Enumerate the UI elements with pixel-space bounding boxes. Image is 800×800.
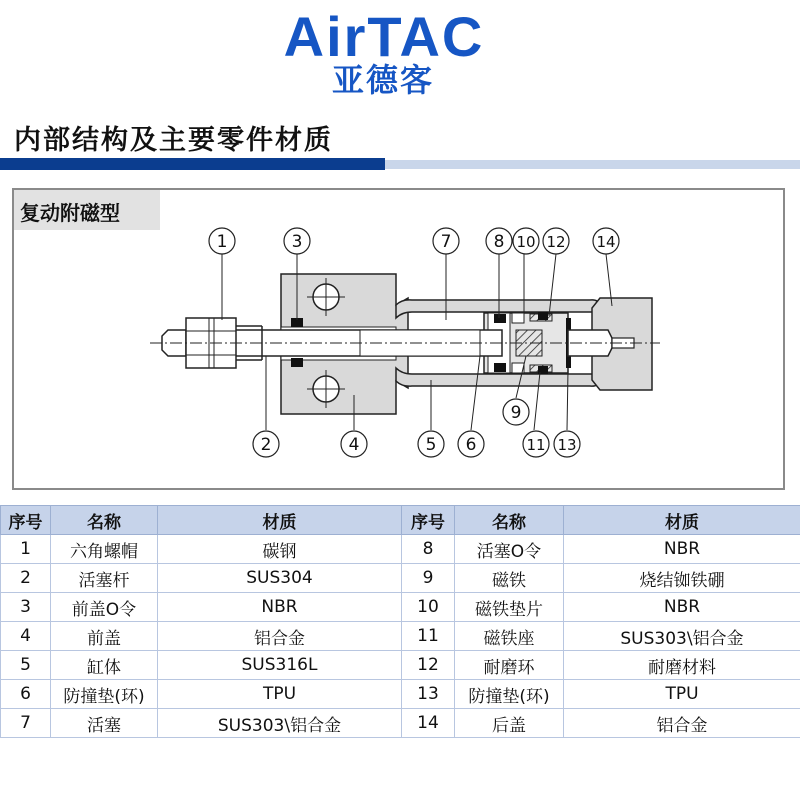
callout-8: 8: [493, 232, 505, 252]
callout-5: 5: [425, 435, 437, 455]
cell-material: SUS316L: [158, 651, 402, 680]
callout-12: 12: [546, 233, 566, 251]
callout-1: 1: [216, 232, 228, 252]
cell-material: NBR: [158, 593, 402, 622]
cell-name: 前盖O令: [51, 593, 158, 622]
header-material-a: 材质: [158, 506, 402, 535]
callout-4: 4: [348, 435, 360, 455]
table-row: [1, 564, 800, 593]
cell-name: 后盖: [455, 709, 564, 738]
header-material-b: 材质: [564, 506, 800, 535]
callout-14: 14: [596, 233, 616, 251]
cell-no: 12: [402, 651, 455, 680]
logo-wordmark: AirTAC: [283, 5, 485, 68]
cell-material: SUS304: [158, 564, 402, 593]
table-header-row: [1, 506, 800, 535]
cell-no: 6: [1, 680, 51, 709]
cell-no: 7: [1, 709, 51, 738]
cell-material: 碳钢: [158, 535, 402, 564]
cell-no: 2: [1, 564, 51, 593]
table-row: [1, 709, 800, 738]
logo-subtitle: 亚德客: [331, 61, 435, 99]
cell-no: 14: [402, 709, 455, 738]
callout-6: 6: [465, 435, 477, 455]
cell-material: NBR: [564, 593, 800, 622]
front-cover-oring-lower: [291, 358, 303, 367]
header-no-b: 序号: [402, 506, 455, 535]
cell-no: 9: [402, 564, 455, 593]
cell-name: 磁铁垫片: [455, 593, 564, 622]
header-no-a: 序号: [1, 506, 51, 535]
table-row: [1, 535, 800, 564]
piston-oring-upper: [494, 314, 506, 323]
cell-name: 防撞垫(环): [51, 680, 158, 709]
cell-no: 13: [402, 680, 455, 709]
cell-no: 5: [1, 651, 51, 680]
cell-name: 活塞杆: [51, 564, 158, 593]
cell-name: 磁铁座: [455, 622, 564, 651]
parts-material-table: [0, 505, 800, 738]
callout-10: 10: [516, 233, 536, 251]
cell-no: 1: [1, 535, 51, 564]
cell-material: SUS303\铝合金: [564, 622, 800, 651]
magnet-holder-upper: [538, 312, 548, 320]
callout-2: 2: [260, 435, 272, 455]
cell-no: 4: [1, 622, 51, 651]
cell-no: 11: [402, 622, 455, 651]
cell-name: 活塞: [51, 709, 158, 738]
cell-name: 六角螺帽: [51, 535, 158, 564]
cell-name: 防撞垫(环): [455, 680, 564, 709]
callout-9: 9: [510, 403, 522, 423]
section-title: 内部结构及主要零件材质: [14, 125, 333, 156]
table-row: [1, 593, 800, 622]
cell-material: TPU: [564, 680, 800, 709]
piston-oring-lower: [494, 363, 506, 372]
header-name-a: 名称: [51, 506, 158, 535]
cell-material: 铝合金: [158, 622, 402, 651]
cell-no: 10: [402, 593, 455, 622]
magnet-spacer-upper: [512, 313, 524, 323]
cell-material: 耐磨材料: [564, 651, 800, 680]
table-row: [1, 680, 800, 709]
callout-13: 13: [557, 436, 577, 454]
cell-name: 磁铁: [455, 564, 564, 593]
cell-material: NBR: [564, 535, 800, 564]
callout-3: 3: [291, 232, 303, 252]
diagram-label: 复动附磁型: [20, 201, 120, 225]
cell-no: 3: [1, 593, 51, 622]
table-row: [1, 622, 800, 651]
cell-material: TPU: [158, 680, 402, 709]
cell-name: 活塞O令: [455, 535, 564, 564]
cell-material: 铝合金: [564, 709, 800, 738]
header-name-b: 名称: [455, 506, 564, 535]
cell-name: 耐磨环: [455, 651, 564, 680]
cell-material: 烧结铷铁硼: [564, 564, 800, 593]
table-row: [1, 651, 800, 680]
cell-material: SUS303\铝合金: [158, 709, 402, 738]
callout-7: 7: [440, 232, 452, 252]
cell-name: 前盖: [51, 622, 158, 651]
cell-name: 缸体: [51, 651, 158, 680]
callout-11: 11: [526, 436, 546, 454]
cell-no: 8: [402, 535, 455, 564]
